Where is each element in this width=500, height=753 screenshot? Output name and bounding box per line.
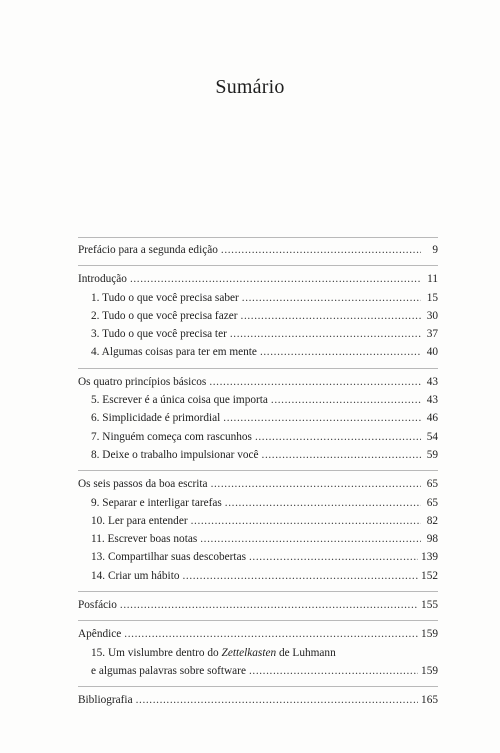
leader-dots [255,428,421,446]
toc-entry-label: Bibliografia [78,694,133,707]
toc-subentry[interactable] [78,409,438,427]
leader-dots [130,270,421,288]
toc-subentry[interactable] [78,548,438,566]
toc-subentry[interactable] [78,343,438,361]
toc-entry-label: Apêndice [78,628,122,641]
toc-subentry[interactable] [78,325,438,343]
toc-subentry[interactable] [78,494,438,512]
toc-subentry[interactable] [78,530,438,548]
toc-entry-page: 9 [432,244,438,256]
leader-dots [182,567,418,585]
toc-entry-label: 2. Tudo o que você precisa fazer [91,309,238,322]
toc-entry-label: 9. Separar e interligar tarefas [91,496,222,509]
toc-subentry[interactable] [78,391,438,409]
toc-entry[interactable] [78,596,438,614]
toc-entry-label: 1. Tudo o que você precisa saber [91,291,239,304]
toc-entry-label: 14. Criar um hábito [91,569,180,582]
toc-section-principios [78,368,438,464]
toc-entry[interactable] [78,691,438,709]
toc-entry-page: 165 [421,694,438,707]
toc-entry-label: 4. Algumas coisas para ter em mente [91,346,257,359]
toc-entry-page: 43 [426,394,438,407]
leader-dots [200,530,421,548]
toc-entry-page: 65 [426,496,438,509]
leader-dots [271,391,421,409]
toc-entry-label: 8. Deixe o trabalho impulsionar você [91,448,259,461]
toc-entry-label: e algumas palavras sobre software [91,664,246,677]
leader-dots [223,409,421,427]
toc-entry-label: Os seis passos da boa escrita [78,478,208,491]
table-of-contents [78,237,438,716]
toc-entry-page: 98 [426,533,438,546]
leader-dots [225,494,421,512]
toc-subentry[interactable] [78,512,438,530]
toc-section-prefacio [78,237,438,259]
toc-entry-page: 37 [426,328,438,341]
leader-dots [260,343,421,361]
toc-entry-label: 3. Tudo o que você precisa ter [91,328,227,341]
toc-entry[interactable] [78,241,438,259]
leader-dots [262,446,421,464]
toc-entry-page: 139 [421,551,438,564]
toc-subentry[interactable] [78,446,438,464]
toc-entry-page: 59 [426,448,438,461]
toc-section-apendice [78,620,438,680]
toc-entry-page: 46 [426,412,438,425]
toc-entry-page: 82 [426,514,438,527]
leader-dots [191,512,421,530]
toc-entry-page: 40 [426,346,438,359]
toc-entry-label: Prefácio para a segunda edição [78,244,218,256]
toc-entry-page: 54 [426,430,438,443]
toc-entry-label: 7. Ninguém começa com rascunhos [91,430,252,443]
leader-dots [124,625,418,643]
leader-dots [249,662,418,680]
toc-entry-label: 15. Um vislumbre dentro do Zettelkasten de Luhmann [91,646,336,659]
toc-section-bibliografia [78,686,438,709]
leader-dots [136,691,418,709]
toc-subentry-line2[interactable] [78,662,438,680]
leader-dots [241,307,421,325]
toc-entry-label: Posfácio [78,599,117,612]
toc-entry-label: 11. Escrever boas notas [91,533,198,546]
toc-entry-label: 6. Simplicidade é primordial [91,412,221,425]
toc-entry-label: 5. Escrever é a única coisa que importa [91,394,268,407]
toc-entry-page: 159 [421,628,438,641]
toc-entry-page: 159 [421,664,438,677]
toc-section-seis-passos [78,470,438,585]
leader-dots [120,596,418,614]
toc-entry-page: 43 [426,375,438,388]
leader-dots [211,475,421,493]
toc-entry-label: 10. Ler para entender [91,514,188,527]
toc-entry[interactable] [78,270,438,288]
toc-entry[interactable] [78,625,438,643]
toc-entry-page: 30 [426,309,438,322]
toc-entry-page: 152 [421,569,438,582]
toc-subentry[interactable] [78,428,438,446]
toc-subentry[interactable] [78,307,438,325]
toc-entry-label: Os quatro princípios básicos [78,375,207,388]
toc-section-posfacio [78,591,438,614]
toc-subentry-line1[interactable] [78,644,438,662]
leader-dots [242,289,421,307]
toc-entry-page: 65 [426,478,438,491]
leader-dots [249,548,418,566]
toc-entry-label: 13. Compartilhar suas descobertas [91,551,246,564]
leader-dots [221,241,421,259]
toc-subentry[interactable] [78,289,438,307]
toc-entry[interactable] [78,373,438,391]
toc-section-introducao [78,265,438,361]
toc-entry-italic: Zettelkasten [221,646,277,659]
toc-entry-label: Introdução [78,273,127,286]
toc-entry-page: 15 [426,291,438,304]
leader-dots [230,325,421,343]
leader-dots [209,373,421,391]
toc-subentry[interactable] [78,567,438,585]
toc-entry-page: 155 [421,599,438,612]
toc-entry-page: 11 [427,273,438,286]
toc-entry[interactable] [78,475,438,493]
page-title: Sumário [215,76,285,98]
